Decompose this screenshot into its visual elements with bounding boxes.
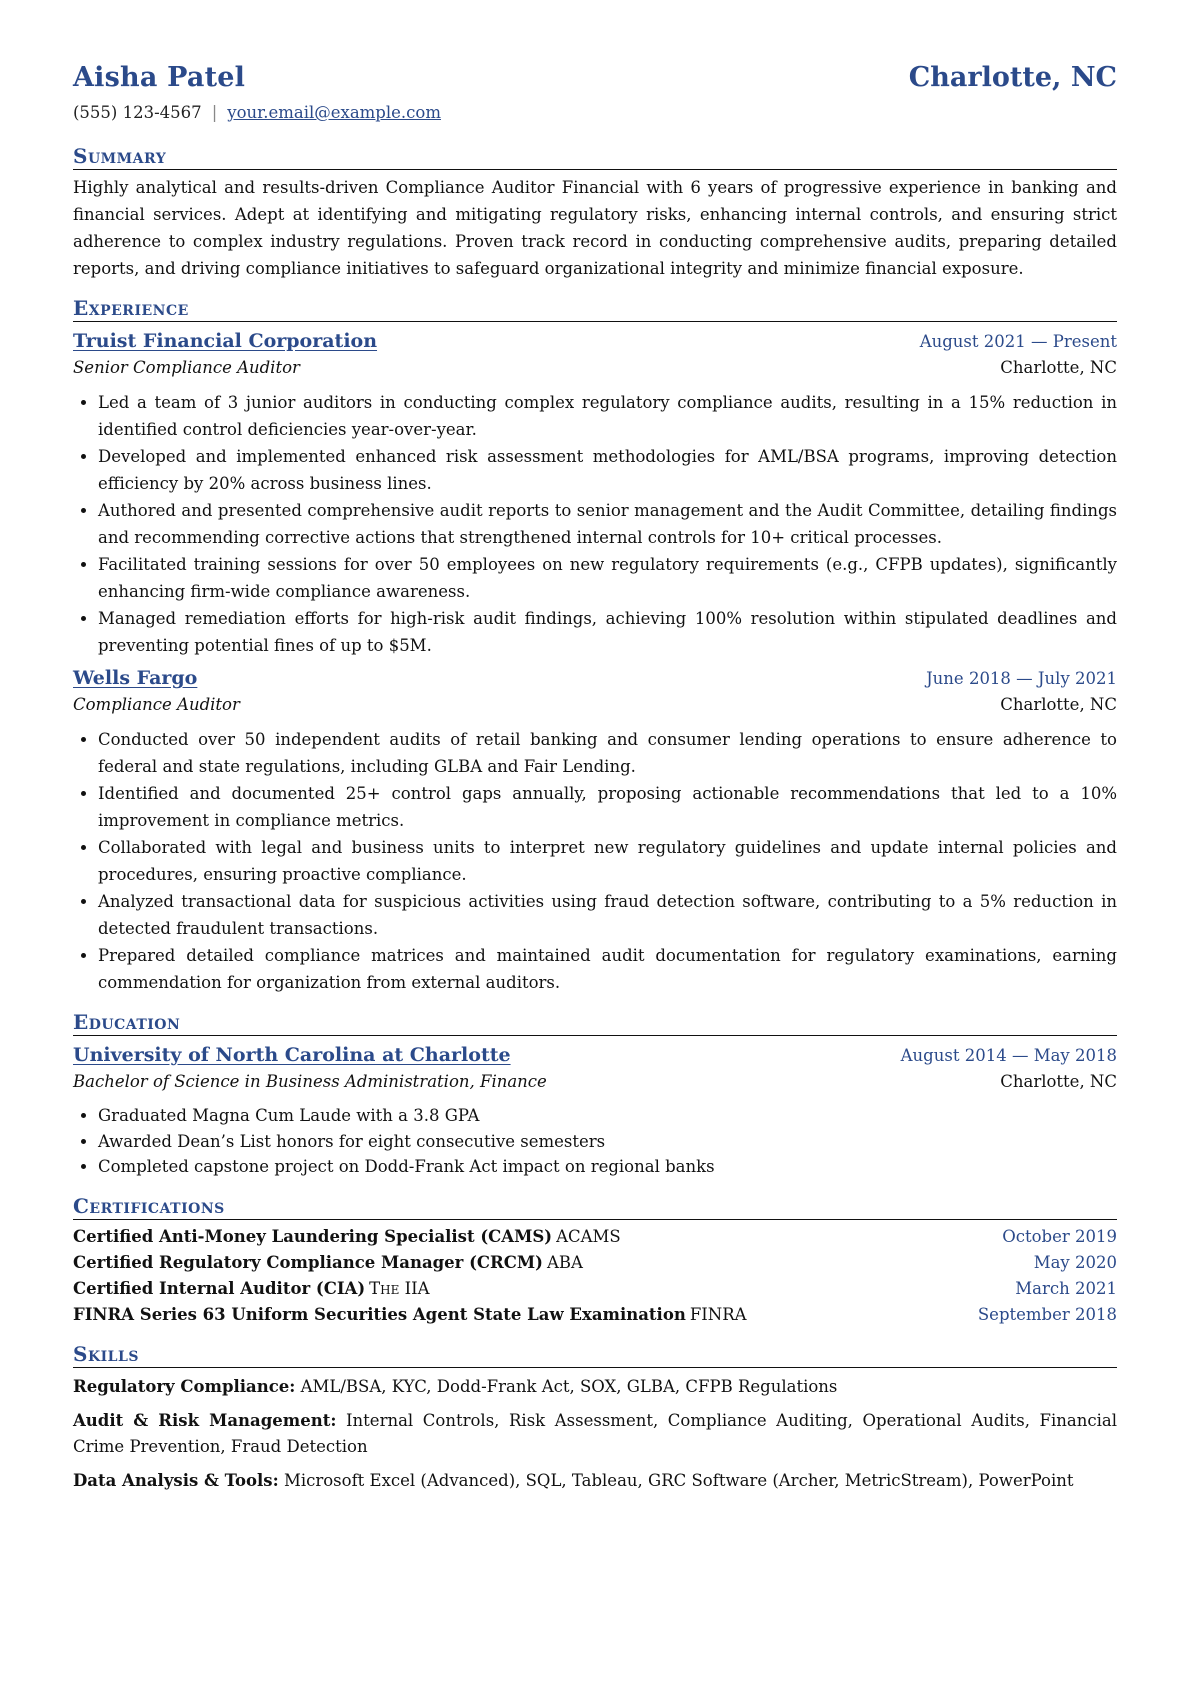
bullet-item: • Analyzed transactional data for suspicious activities using fraud detection software, contributing to a 5% reduction in detected fraudulent transactions. xyxy=(98,888,1117,942)
school-link[interactable]: University of North Carolina at Charlotte xyxy=(73,1044,511,1066)
certification-row xyxy=(73,1250,1117,1276)
job-entry xyxy=(73,328,1117,659)
certification-date: October 2019 xyxy=(1002,1226,1117,1246)
certification-name: FINRA Series 63 Uniform Securities Agent State Law Examination xyxy=(73,1304,686,1324)
job-dates: June 2018 — July 2021 xyxy=(926,669,1117,688)
bullet-item: • Graduated Magna Cum Laude with a 3.8 GPA xyxy=(98,1103,1117,1129)
company-link[interactable]: Wells Fargo xyxy=(73,667,198,689)
section-title-certifications: Certifications xyxy=(73,1194,1117,1220)
certification-name: Certified Internal Auditor (CIA) xyxy=(73,1278,366,1298)
certification-issuer: ACAMS xyxy=(556,1226,621,1246)
bullet-item: • Authored and presented comprehensive audit reports to senior management and the Audit Committee, detailing findings and recommending corrective actions that strengthened internal controls for 10+ critical processes. xyxy=(98,497,1117,551)
bullet-item: • Completed capstone project on Dodd-Frank Act impact on regional banks xyxy=(98,1154,1117,1180)
skill-group-label: Audit & Risk Management: xyxy=(73,1410,337,1430)
job-location: Charlotte, NC xyxy=(1000,358,1117,377)
email-link[interactable]: your.email@example.com xyxy=(227,103,441,122)
bullet-item: • Developed and implemented enhanced risk assessment methodologies for AML/BSA programs, improving detection efficiency by 20% across business lines. xyxy=(98,443,1117,497)
job-title: Senior Compliance Auditor xyxy=(73,358,300,377)
phone-number: (555) 123-4567 xyxy=(73,103,202,122)
certification-issuer: The IIA xyxy=(369,1278,430,1298)
skills-list xyxy=(73,1374,1117,1494)
job-location: Charlotte, NC xyxy=(1000,695,1117,714)
bullet-item: • Identified and documented 25+ control gaps annually, proposing actionable recommendations that led to a 10% improvement in compliance metrics. xyxy=(98,780,1117,834)
certification-name: Certified Anti-Money Laundering Specialist (CAMS) xyxy=(73,1226,553,1246)
certification-date: May 2020 xyxy=(1033,1252,1117,1272)
skill-group-label: Regulatory Compliance: xyxy=(73,1376,296,1396)
skill-group-label: Data Analysis & Tools: xyxy=(73,1470,279,1490)
education-dates: August 2014 — May 2018 xyxy=(900,1046,1117,1065)
bullet-item: • Collaborated with legal and business units to interpret new regulatory guidelines and update internal policies and procedures, ensuring proactive compliance. xyxy=(98,834,1117,888)
job-entry xyxy=(73,665,1117,996)
job-title: Compliance Auditor xyxy=(73,695,240,714)
section-title-experience: Experience xyxy=(73,296,1117,322)
job-dates: August 2021 — Present xyxy=(919,332,1117,351)
section-title-education: Education xyxy=(73,1010,1117,1036)
company-link[interactable]: Truist Financial Corporation xyxy=(73,330,378,352)
bullet-item: • Conducted over 50 independent audits of retail banking and consumer lending operations to ensure adherence to federal and state regulations, including GLBA and Fair Lending. xyxy=(98,726,1117,780)
skill-group xyxy=(73,1408,1117,1460)
summary-text: Highly analytical and results-driven Compliance Auditor Financial with 6 years of progressive experience in banking and financial services. Adept at identifying and mitigating regulatory risks, enhancing internal controls, and ensuring strict adherence to complex industry regulations. Proven track record in conducting comprehensive audits, preparing detailed reports, and driving compliance initiatives to safeguard organizational integrity and minimize financial exposure. xyxy=(73,178,1117,278)
certification-row xyxy=(73,1224,1117,1250)
bullet-item: • Awarded Dean’s List honors for eight consecutive semesters xyxy=(98,1129,1117,1155)
education-entry xyxy=(73,1042,1117,1180)
skill-group-value: Internal Controls, Risk Assessment, Compliance Auditing, Operational Audits, Financial Crime Prevention, Fraud Detection xyxy=(73,1410,1118,1456)
bullet-item: • Managed remediation efforts for high-risk audit findings, achieving 100% resolution within stipulated deadlines and preventing potential fines of up to $5M. xyxy=(98,605,1117,659)
section-title-skills: Skills xyxy=(73,1342,1117,1368)
job-bullets xyxy=(73,726,1117,996)
job-bullets xyxy=(73,389,1117,659)
skill-group xyxy=(73,1374,1117,1400)
certification-row xyxy=(73,1276,1117,1302)
certification-issuer: ABA xyxy=(546,1252,583,1272)
contact-line xyxy=(73,103,1117,122)
skill-group xyxy=(73,1468,1117,1494)
contact-separator: | xyxy=(211,103,218,122)
bullet-item: • Led a team of 3 junior auditors in conducting complex regulatory compliance audits, resulting in a 15% reduction in identified control deficiencies year-over-year. xyxy=(98,389,1117,443)
certification-name: Certified Regulatory Compliance Manager (CRCM) xyxy=(73,1252,543,1272)
education-location: Charlotte, NC xyxy=(1000,1072,1117,1091)
certification-issuer: FINRA xyxy=(689,1304,747,1324)
section-title-summary: Summary xyxy=(73,144,1117,170)
bullet-item: • Facilitated training sessions for over 50 employees on new regulatory requirements (e.g., CFPB updates), significantly enhancing firm-wide compliance awareness. xyxy=(98,551,1117,605)
resume-header xyxy=(73,0,1117,93)
certification-date: September 2018 xyxy=(977,1304,1117,1324)
degree: Bachelor of Science in Business Administration, Finance xyxy=(73,1072,547,1091)
header-location: Charlotte, NC xyxy=(908,62,1117,93)
bullet-item: • Prepared detailed compliance matrices and maintained audit documentation for regulatory examinations, earning commendation for organization from external auditors. xyxy=(98,942,1117,996)
skill-group-value: AML/BSA, KYC, Dodd-Frank Act, SOX, GLBA, CFPB Regulations xyxy=(300,1376,838,1396)
education-bullets xyxy=(73,1103,1117,1180)
certifications-list xyxy=(73,1224,1117,1328)
skill-group-value: Microsoft Excel (Advanced), SQL, Tableau, GRC Software (Archer, MetricStream), PowerPoint xyxy=(283,1470,1074,1490)
certification-date: March 2021 xyxy=(1015,1278,1117,1298)
candidate-name: Aisha Patel xyxy=(73,62,246,93)
certification-row xyxy=(73,1302,1117,1328)
